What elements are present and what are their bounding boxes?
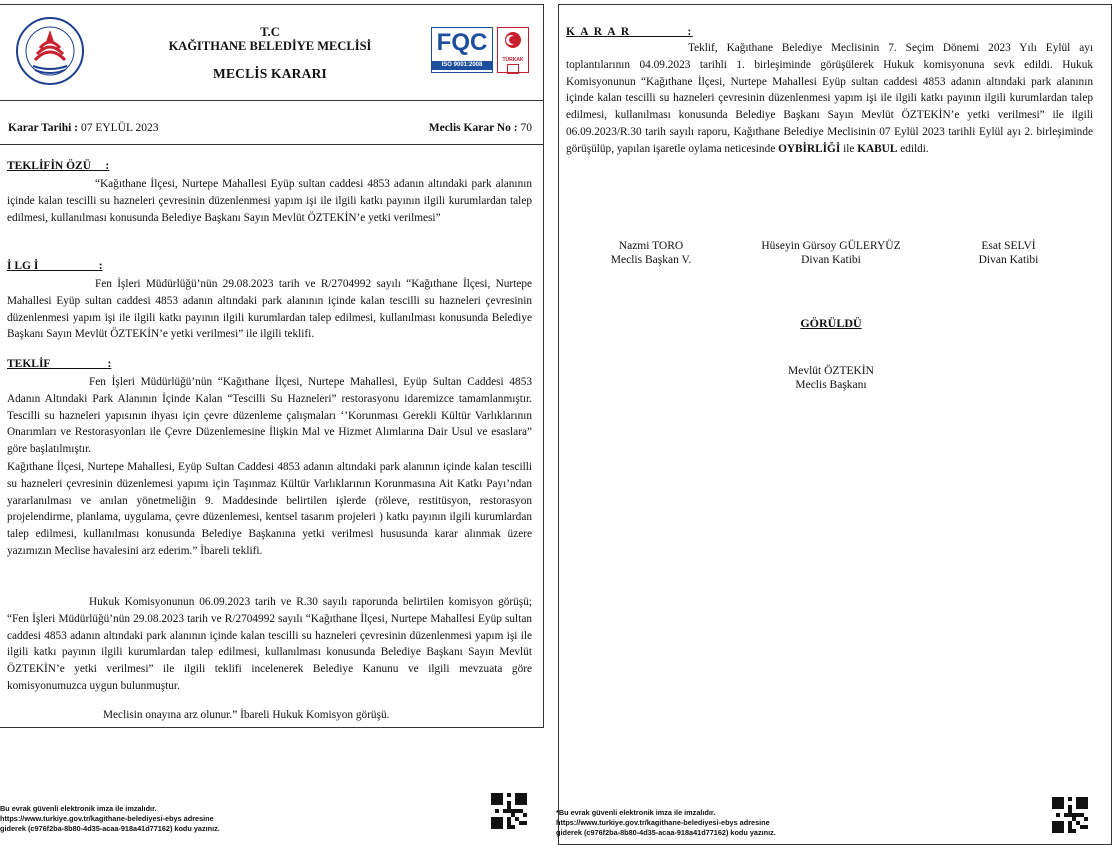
date-label: Karar Tarihi : [8,122,79,134]
karar-colon: : [687,26,693,38]
qr-code-icon [1052,797,1088,833]
org-name: KAĞITHANE BELEDİYE MECLİSİ [168,39,372,53]
no-value: 70 [520,122,532,134]
footer-line-2: https://www.turkiye.gov.tr/kagithane-belediyesi-ebys adresine [0,814,214,824]
iso-label: ISO 9001:2008 [432,61,492,70]
left-document-page [0,0,548,845]
sig3-name: Esat SELVİ [981,240,1036,252]
doc-type-title: MECLİS KARARI [213,66,327,81]
esign-footer [0,804,220,835]
footer-line-1: Bu evrak güvenli elektronik imza ile imzalıdır. [0,804,157,813]
footer-line-1: *Bu evrak güvenli elektronik imza ile imzalıdır. [556,808,716,817]
fqc-label: FQC [436,29,488,56]
ilgi-heading-row: İ LG İ : [7,260,103,272]
karar-end: edildi. [900,142,929,155]
karar-ile: ile [843,142,855,155]
signature-2 [736,239,926,267]
header-divider [0,100,543,101]
signature-1 [576,239,726,267]
sig1-title: Meclis Başkan V. [610,254,692,266]
karar-heading: K A R A R [566,26,631,38]
ilgi-text: Fen İşleri Müdürlüğü’nün 29.08.2023 tarih ve R/2704992 sayılı “Kağıthane İlçesi, Nurtepe Mahallesi Eyüp sultan caddesi 4853 adanın altındaki park alanının içinde kalan tescilli su hazneleri çevresinin düzenlenmesi yapım işi ile ilgili katkı payının ilgili kurumlardan talep edilmesi, kullanılması konusunda Belediye Başkanı Sayın Mevlüt ÖZTEKİN’e yetki verilmesi” ile ilgili teklifi. [7,278,532,341]
teklif-heading-row: TEKLİF : [7,358,112,370]
turkak-badge-icon [497,27,529,73]
teklif-paragraph-2: Kağıthane İlçesi, Nurtepe Mahallesi, Eyüp Sultan Caddesi 4853 adanın altındaki park alanının içinde kalan tescilli su hazneleri çevresinin düzenlemesi yapımı için Taşınmaz Kültür Varlıklarının Korunmasına Ait Katkı Payı’ndan yararlanılması ve anılan yönetmeliğin 9. Maddesinde belirtilen işlerde (röleve, restitüsyon, restorasyon projelendirme, planlama, uygulama, çevre düzenlemesi, kentsel tasarım projeleri ) katkı payının ilgili kurumlardan talep edilmesi, kullanılması konusunda Belediye Başkanına yetki verilmesi hususunda karar alınmak üzere yazımızın Meclise havalesini arz ederim.” İbareli teklifi. [7,461,532,557]
karar-text [566,40,1093,158]
teklif-heading: TEKLİF [7,358,51,370]
ozu-heading: TEKLİFİN ÖZÜ [7,160,92,172]
footer-line-3: giderek (c976f2ba-8b80-4d35-acaa-918a41d77162) kodu yazınız. [556,828,776,838]
sig2-title: Divan Katibi [801,254,861,266]
ilgi-heading: İ LG İ [7,260,39,272]
signature-3 [946,239,1071,267]
check-icon [507,64,519,74]
footer-line-3: giderek (c976f2ba-8b80-4d35-acaa-918a41d77162) kodu yazınız. [0,824,220,834]
sig2-name: Hüseyin Gürsoy GÜLERYÜZ [761,240,901,252]
footer-line-2: https://www.turkiye.gov.tr/kagithane-belediyesi-ebys adresine [556,818,770,828]
mayor-signature [736,364,926,392]
no-label: Meclis Karar No : [428,122,518,134]
decision-date [8,122,158,134]
esign-footer [556,808,776,839]
sig1-name: Nazmi TORO [618,240,684,252]
karar-body: Teklif, Kağıthane Belediye Meclisinin 7. Seçim Dönemi 2023 Yılı Eylül ayı toplantılarının 04.09.2023 tarihli 1. birleşiminde görüşülerek Hukuk komisyonuna sevk edildi. Hukuk Komisyonunun “Kağıthane İlçesi, Nurtepe Mahallesi Eyüp sultan caddesi 4853 adanın altındaki park alanının içinde kalan tescilli su hazneleri çevresinin düzenlenmesi yapım işi ile ilgili katkı payının ilgili kurumlardan talep edilmesi, kullanılması konusunda Belediye Başkanı Sayın Mevlüt ÖZTEKİN’e yetki verilmesi” ile ilgili 06.09.2023/R.30 tarih sayılı raporu, Kağıthane Belediye Meclisinin 07 Eylül 2023 tarihli Eylül ayı 2. birleşiminde görüşülüp, yapılan işaretle oylama neticesinde [566,42,1093,155]
fqc-certificate-icon [431,27,493,73]
right-document-page [556,0,1117,845]
date-value: 07 EYLÜL 2023 [80,122,159,134]
karar-unanimous: OYBİRLİĞİ [778,142,841,155]
municipality-logo-icon [15,16,85,86]
decision-number [429,122,532,134]
qr-code-icon [491,793,527,829]
ozu-text: “Kağıthane İlçesi, Nurtepe Mahallesi Eyüp sultan caddesi 4853 adanın altındaki park alanının içinde kalan tescilli su hazneleri çevresinin düzenlenmesi yapım işi ile ilgili katkı payının ilgili kurumlardan talep edilmesi, kullanılması konusunda Belediye Başkanı Sayın Mevlüt ÖZTEKİN’e yetki verilmesi” [7,178,532,224]
sig3-title: Divan Katibi [978,254,1039,266]
komisyon-close: Meclisin onayına arz olunur.” İbareli Hukuk Komisyon görüşü. [103,709,390,721]
karar-accepted: KABUL [857,142,898,155]
meta-divider [0,144,543,145]
org-tc: T.C [260,25,280,39]
turkak-label: TÜRKAK [502,57,524,63]
mayor-name: Mevlüt ÖZTEKİN [788,365,874,377]
karar-heading-row [566,26,693,38]
komisyon-text: Hukuk Komisyonunun 06.09.2023 tarih ve R.30 sayılı raporunda belirtilen komisyon görüşü; “Fen İşleri Müdürlüğü’nün 29.08.2023 tarih ve R/2704992 sayılı “Kağıthane İlçesi, Nurtepe Mahallesi Eyüp sultan caddesi 4853 adanın altındaki park alanının içinde kalan tescilli su hazneleri çevresinin düzenlenmesi yapım işi ile ilgili katkı payının ilgili kurumlardan talep edilmesi, kullanılması konusunda Belediye Başkanı Sayın Mevlüt ÖZTEKİN’e yetki verilmesi” ile ilgili teklifi incelenerek Belediye Kanunu ve ilgili mevzuata göre komisyonumuzca uygun bulunmuştur. [7,596,532,692]
mayor-title: Meclis Başkanı [795,379,867,391]
ozu-heading-row: TEKLİFİN ÖZÜ : [7,160,110,172]
teklif-paragraph-1: Fen İşleri Müdürlüğü’nün “Kağıthane İlçesi, Nurtepe Mahallesi, Eyüp Sultan Caddesi 4853 Adanın Altındaki Park Alanının İçinde Kalan “Tescilli Su Hazneleri” restorasyonu idaremizce tamamlanmıştır. Tescilli su hazneleri yapısının ihyası için çevre düzenleme çalışmaları ‘’Korunması Gerekli Kültür Varlıklarının Onarımları ve Restorasyonları ile Çevre Düzenlemesine İlişkin Mal ve Hizmet Alımlarına Dair Usul ve esaslara” göre başlatılmıştır. [7,376,532,456]
goruldu-heading: GÖRÜLDÜ [800,316,862,330]
